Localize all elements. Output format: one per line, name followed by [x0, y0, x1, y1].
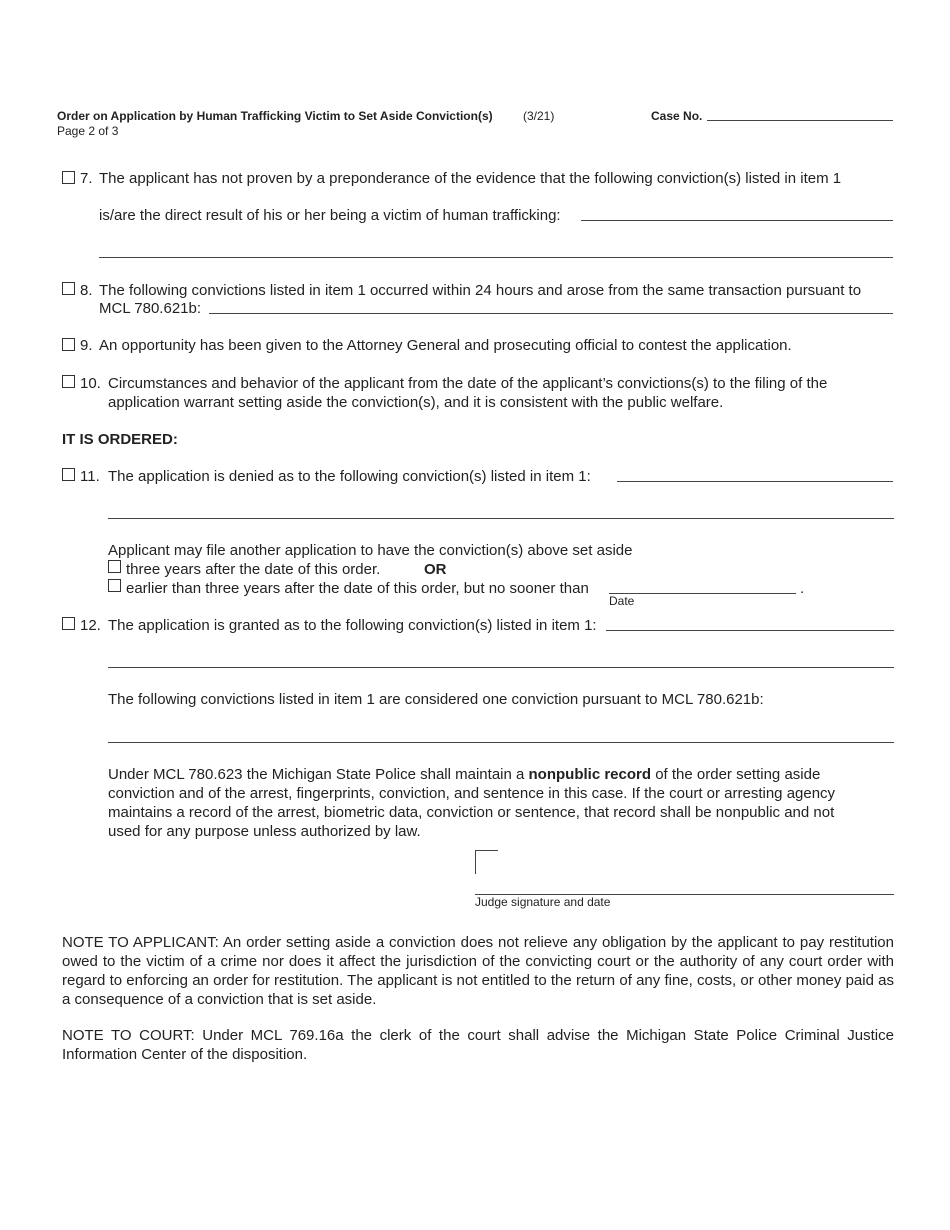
form-revision: (3/21)	[523, 109, 555, 123]
item-7-checkbox[interactable]	[62, 171, 75, 184]
item-11-option-a-checkbox[interactable]	[108, 560, 121, 573]
msp-text-post: of the order setting aside conviction and of the arrest, fingerprints, conviction, and sentence in this case. If the court or arresting agency maintains a record of the arrest, biometric data, conviction or sentence, that record shall be nonpublic and not used for any purpose unless authorized by law.	[108, 766, 836, 840]
item-11-number: 11.	[80, 468, 100, 485]
item-9-number: 9.	[80, 337, 93, 354]
signature-corner-mark	[475, 850, 498, 874]
item-10-text-line1: Circumstances and behavior of the applicant from the date of the applicant’s convictions(s) to the filing of the	[108, 375, 828, 392]
item-12-msp-paragraph	[108, 765, 868, 841]
item-12-number: 12.	[80, 617, 101, 634]
ordered-heading: IT IS ORDERED:	[62, 431, 178, 448]
item-11-date-field[interactable]	[609, 593, 796, 594]
case-no-label: Case No.	[651, 109, 703, 123]
item-10-number: 10.	[80, 375, 101, 392]
form-title: Order on Application by Human Trafficking Victim to Set Aside Conviction(s)	[57, 109, 493, 123]
item-8-number: 8.	[80, 282, 93, 299]
item-10-checkbox[interactable]	[62, 375, 75, 388]
item-11-convictions-field[interactable]	[617, 481, 893, 482]
item-7-convictions-field[interactable]	[581, 220, 893, 221]
item-12-checkbox[interactable]	[62, 617, 75, 630]
item-10-text-line2: application warrant setting aside the conviction(s), and it is consistent with the public welfare.	[108, 394, 724, 411]
msp-text-bold: nonpublic record	[528, 766, 652, 783]
item-11-option-b-period: .	[800, 580, 805, 597]
item-11-refile-intro: Applicant may file another application to have the conviction(s) above set aside	[108, 542, 633, 559]
case-no-field[interactable]	[707, 107, 893, 121]
item-9-checkbox[interactable]	[62, 338, 75, 351]
item-12-one-conviction-text: The following convictions listed in item 1 are considered one conviction pursuant to MCL 780.621b:	[108, 691, 764, 708]
item-8-text-line2: MCL 780.621b:	[99, 300, 202, 317]
item-12-text: The application is granted as to the following conviction(s) listed in item 1:	[108, 617, 597, 634]
item-11-date-label: Date	[609, 594, 635, 608]
item-7-convictions-field-line2[interactable]	[99, 257, 893, 258]
item-11-text: The application is denied as to the following conviction(s) listed in item 1:	[108, 468, 591, 485]
note-to-applicant: NOTE TO APPLICANT: An order setting aside a conviction does not relieve any obligation by the applicant to pay restitution owed to the victim of a crime nor does it affect the jurisdiction of the convicting court or the authority of any court order with regard to enforcing an order for restitution. The applicant is not entitled to the return of any fine, costs, or other money paid as a consequence of a conviction that is set aside.	[62, 934, 894, 1008]
judge-signature-label: Judge signature and date	[475, 895, 611, 909]
item-8-text-line1: The following convictions listed in item 1 occurred within 24 hours and arose from the same transaction pursuant to	[99, 282, 862, 299]
page-indicator: Page 2 of 3	[57, 124, 119, 138]
item-7-text-line1: The applicant has not proven by a preponderance of the evidence that the following conviction(s) listed in item 1	[99, 170, 842, 187]
item-7-number: 7.	[80, 170, 93, 187]
item-9-text: An opportunity has been given to the Attorney General and prosecuting official to contest the application.	[99, 337, 792, 354]
item-11-option-b-text: earlier than three years after the date of this order, but no sooner than	[126, 580, 589, 597]
item-7-text-line2: is/are the direct result of his or her being a victim of human trafficking:	[99, 207, 561, 224]
note-to-court: NOTE TO COURT: Under MCL 769.16a the clerk of the court shall advise the Michigan State Police Criminal Justice Information Center of the disposition.	[62, 1027, 894, 1063]
item-8-convictions-field[interactable]	[209, 313, 893, 314]
item-11-or-label: OR	[424, 561, 447, 578]
msp-text-pre: Under MCL 780.623 the Michigan State Police shall maintain a	[108, 766, 529, 783]
item-12-convictions-field[interactable]	[606, 630, 894, 631]
item-11-option-b-checkbox[interactable]	[108, 579, 121, 592]
item-8-checkbox[interactable]	[62, 282, 75, 295]
item-11-option-a-text: three years after the date of this order.	[126, 561, 381, 578]
item-11-checkbox[interactable]	[62, 468, 75, 481]
item-12-convictions-field-line2[interactable]	[108, 667, 894, 668]
item-11-convictions-field-line2[interactable]	[108, 518, 894, 519]
item-12-one-conviction-field[interactable]	[108, 742, 894, 743]
